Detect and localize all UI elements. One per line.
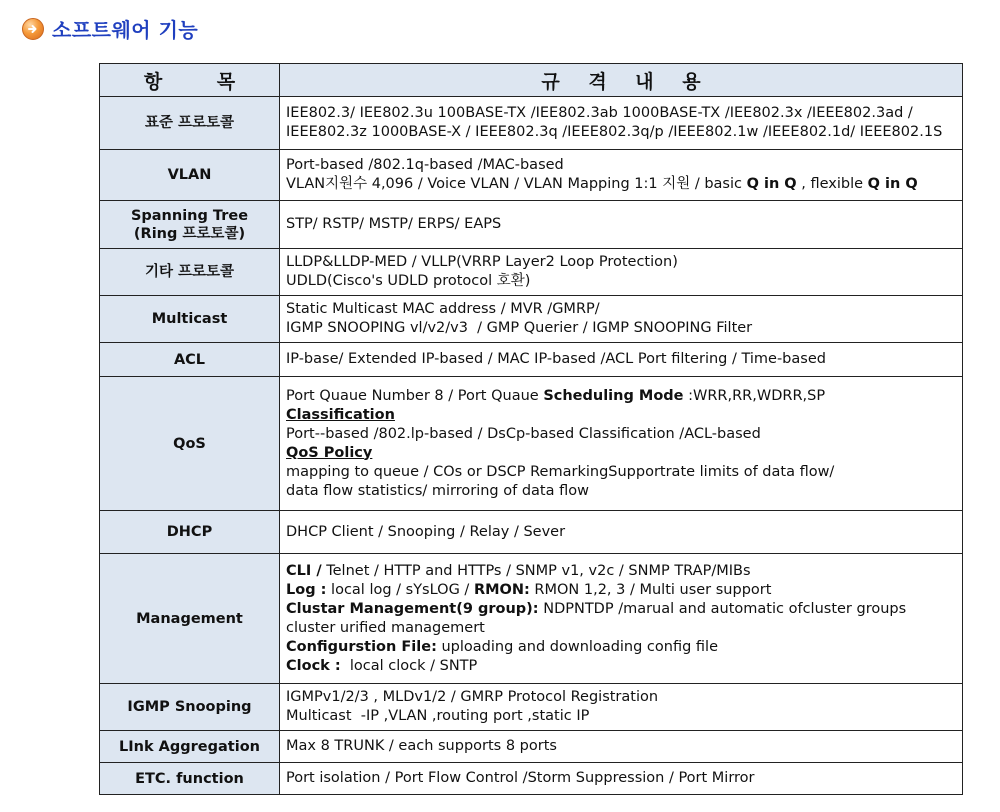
- row-item-label: [100, 201, 280, 249]
- row-value: [280, 731, 963, 763]
- table-row: [100, 296, 963, 343]
- value-line: mapping to queue / COs or DSCP RemarkingSupportrate limits of data flow/: [286, 463, 835, 480]
- row-item-label: ACL: [100, 343, 280, 377]
- value-bold: Clock :: [286, 657, 341, 674]
- value-subheading: QoS Policy: [286, 444, 373, 461]
- row-value: [280, 377, 963, 511]
- row-item-label: Management: [100, 554, 280, 684]
- table-row: [100, 377, 963, 511]
- page-title: 소프트웨어 기능: [52, 18, 199, 42]
- value-text: :WRR,RR,WDRR,SP: [683, 387, 826, 404]
- row-value: [280, 249, 963, 296]
- value-text: NDPNTDP /marual and automatic ofcluster groups: [538, 600, 907, 617]
- value-line: [286, 657, 956, 676]
- value-bold: Log :: [286, 581, 327, 598]
- value-line: STP/ RSTP/ MSTP/ ERPS/ EAPS: [286, 216, 502, 232]
- value-line: IP-base/ Extended IP-based / MAC IP-based /ACL Port filtering / Time-based: [286, 351, 826, 367]
- value-text: uploading and downloading config file: [436, 638, 718, 655]
- row-item-label: Multicast: [100, 296, 280, 343]
- row-value: [280, 97, 963, 150]
- value-subheading: Classification: [286, 406, 395, 423]
- header-item: 항 목: [100, 64, 280, 97]
- value-line: Static Multicast MAC address / MVR /GMRP/: [286, 301, 600, 317]
- value-line: IGMPv1/2/3 , MLDv1/2 / GMRP Protocol Registration: [286, 689, 659, 705]
- value-line: IEE802.3/ IEE802.3u 100BASE-TX /IEE802.3ab 1000BASE-TX /IEE802.3x /IEEE802.3ad /: [286, 105, 913, 121]
- item-line: (Ring 프로토콜): [133, 225, 246, 242]
- arrow-right-circle-icon: [22, 18, 44, 40]
- row-value: [280, 150, 963, 201]
- value-text: RMON 1,2, 3 / Multi user support: [529, 581, 772, 598]
- row-value: [280, 554, 963, 684]
- value-line: [286, 175, 956, 194]
- value-bold: Configurstion File:: [286, 638, 437, 655]
- value-text: , flexible: [796, 176, 868, 192]
- value-text: VLAN지원수 4,096 / Voice VLAN / VLAN Mapping 1:1 지원 / basic: [286, 176, 747, 192]
- row-item-label: LInk Aggregation: [100, 731, 280, 763]
- value-line: Port-based /802.1q-based /MAC-based: [286, 157, 564, 173]
- row-value: [280, 201, 963, 249]
- value-line: Port--based /802.lp-based / DsCp-based Classification /ACL-based: [286, 425, 761, 442]
- table-row: [100, 249, 963, 296]
- table-row: [100, 763, 963, 795]
- value-line: LLDP&LLDP-MED / VLLP(VRRP Layer2 Loop Protection): [286, 254, 678, 270]
- value-bold: Q in Q: [867, 176, 918, 192]
- value-line: [286, 581, 956, 600]
- table-row: [100, 150, 963, 201]
- value-line: cluster urified managemert: [286, 619, 485, 636]
- row-value: [280, 511, 963, 554]
- row-item-label: 표준 프로토콜: [100, 97, 280, 150]
- row-item-label: QoS: [100, 377, 280, 511]
- row-item-label: DHCP: [100, 511, 280, 554]
- value-bold: Q in Q: [746, 176, 797, 192]
- table-row: [100, 97, 963, 150]
- value-line: DHCP Client / Snooping / Relay / Sever: [286, 523, 566, 540]
- spec-table: [99, 63, 963, 795]
- value-line: [286, 387, 956, 406]
- table-header-row: [100, 64, 963, 97]
- value-text: Port Quaue Number 8 / Port Quaue: [286, 387, 544, 404]
- value-line: Max 8 TRUNK / each supports 8 ports: [286, 738, 557, 754]
- value-bold: Clustar Management(9 group):: [286, 600, 539, 617]
- table-row: [100, 201, 963, 249]
- value-line: IEEE802.3z 1000BASE-X / IEEE802.3q /IEEE802.3q/p /IEEE802.1w /IEEE802.1d/ IEEE802.1S: [286, 124, 943, 140]
- row-item-label: VLAN: [100, 150, 280, 201]
- section-title: [22, 14, 198, 43]
- value-line: IGMP SNOOPING vl/v2/v3 / GMP Querier / IGMP SNOOPING Filter: [286, 320, 753, 336]
- row-item-label: IGMP Snooping: [100, 684, 280, 731]
- value-line: Multicast -IP ,VLAN ,routing port ,static IP: [286, 708, 590, 724]
- value-text: local clock / SNTP: [340, 657, 478, 674]
- row-item-label: 기타 프로토콜: [100, 249, 280, 296]
- item-line: Spanning Tree: [130, 207, 249, 224]
- value-line: UDLD(Cisco's UDLD protocol 호환): [286, 273, 531, 289]
- table-row: [100, 554, 963, 684]
- header-spec: 규 격 내 용: [280, 64, 963, 97]
- value-bold: CLI /: [286, 562, 322, 579]
- row-value: [280, 684, 963, 731]
- value-line: data flow statistics/ mirroring of data flow: [286, 482, 589, 499]
- table-row: [100, 731, 963, 763]
- value-line: [286, 638, 956, 657]
- row-value: [280, 343, 963, 377]
- value-text: Telnet / HTTP and HTTPs / SNMP v1, v2c / SNMP TRAP/MIBs: [321, 562, 751, 579]
- row-item-label: ETC. function: [100, 763, 280, 795]
- value-bold: Scheduling Mode: [543, 387, 684, 404]
- table-row: [100, 343, 963, 377]
- value-line: [286, 562, 956, 581]
- row-value: [280, 763, 963, 795]
- value-text: local log / sYsLOG /: [326, 581, 474, 598]
- value-bold: RMON:: [473, 581, 530, 598]
- row-value: [280, 296, 963, 343]
- table-row: [100, 511, 963, 554]
- value-line: [286, 600, 956, 619]
- value-line: Port isolation / Port Flow Control /Storm Suppression / Port Mirror: [286, 770, 755, 786]
- table-row: [100, 684, 963, 731]
